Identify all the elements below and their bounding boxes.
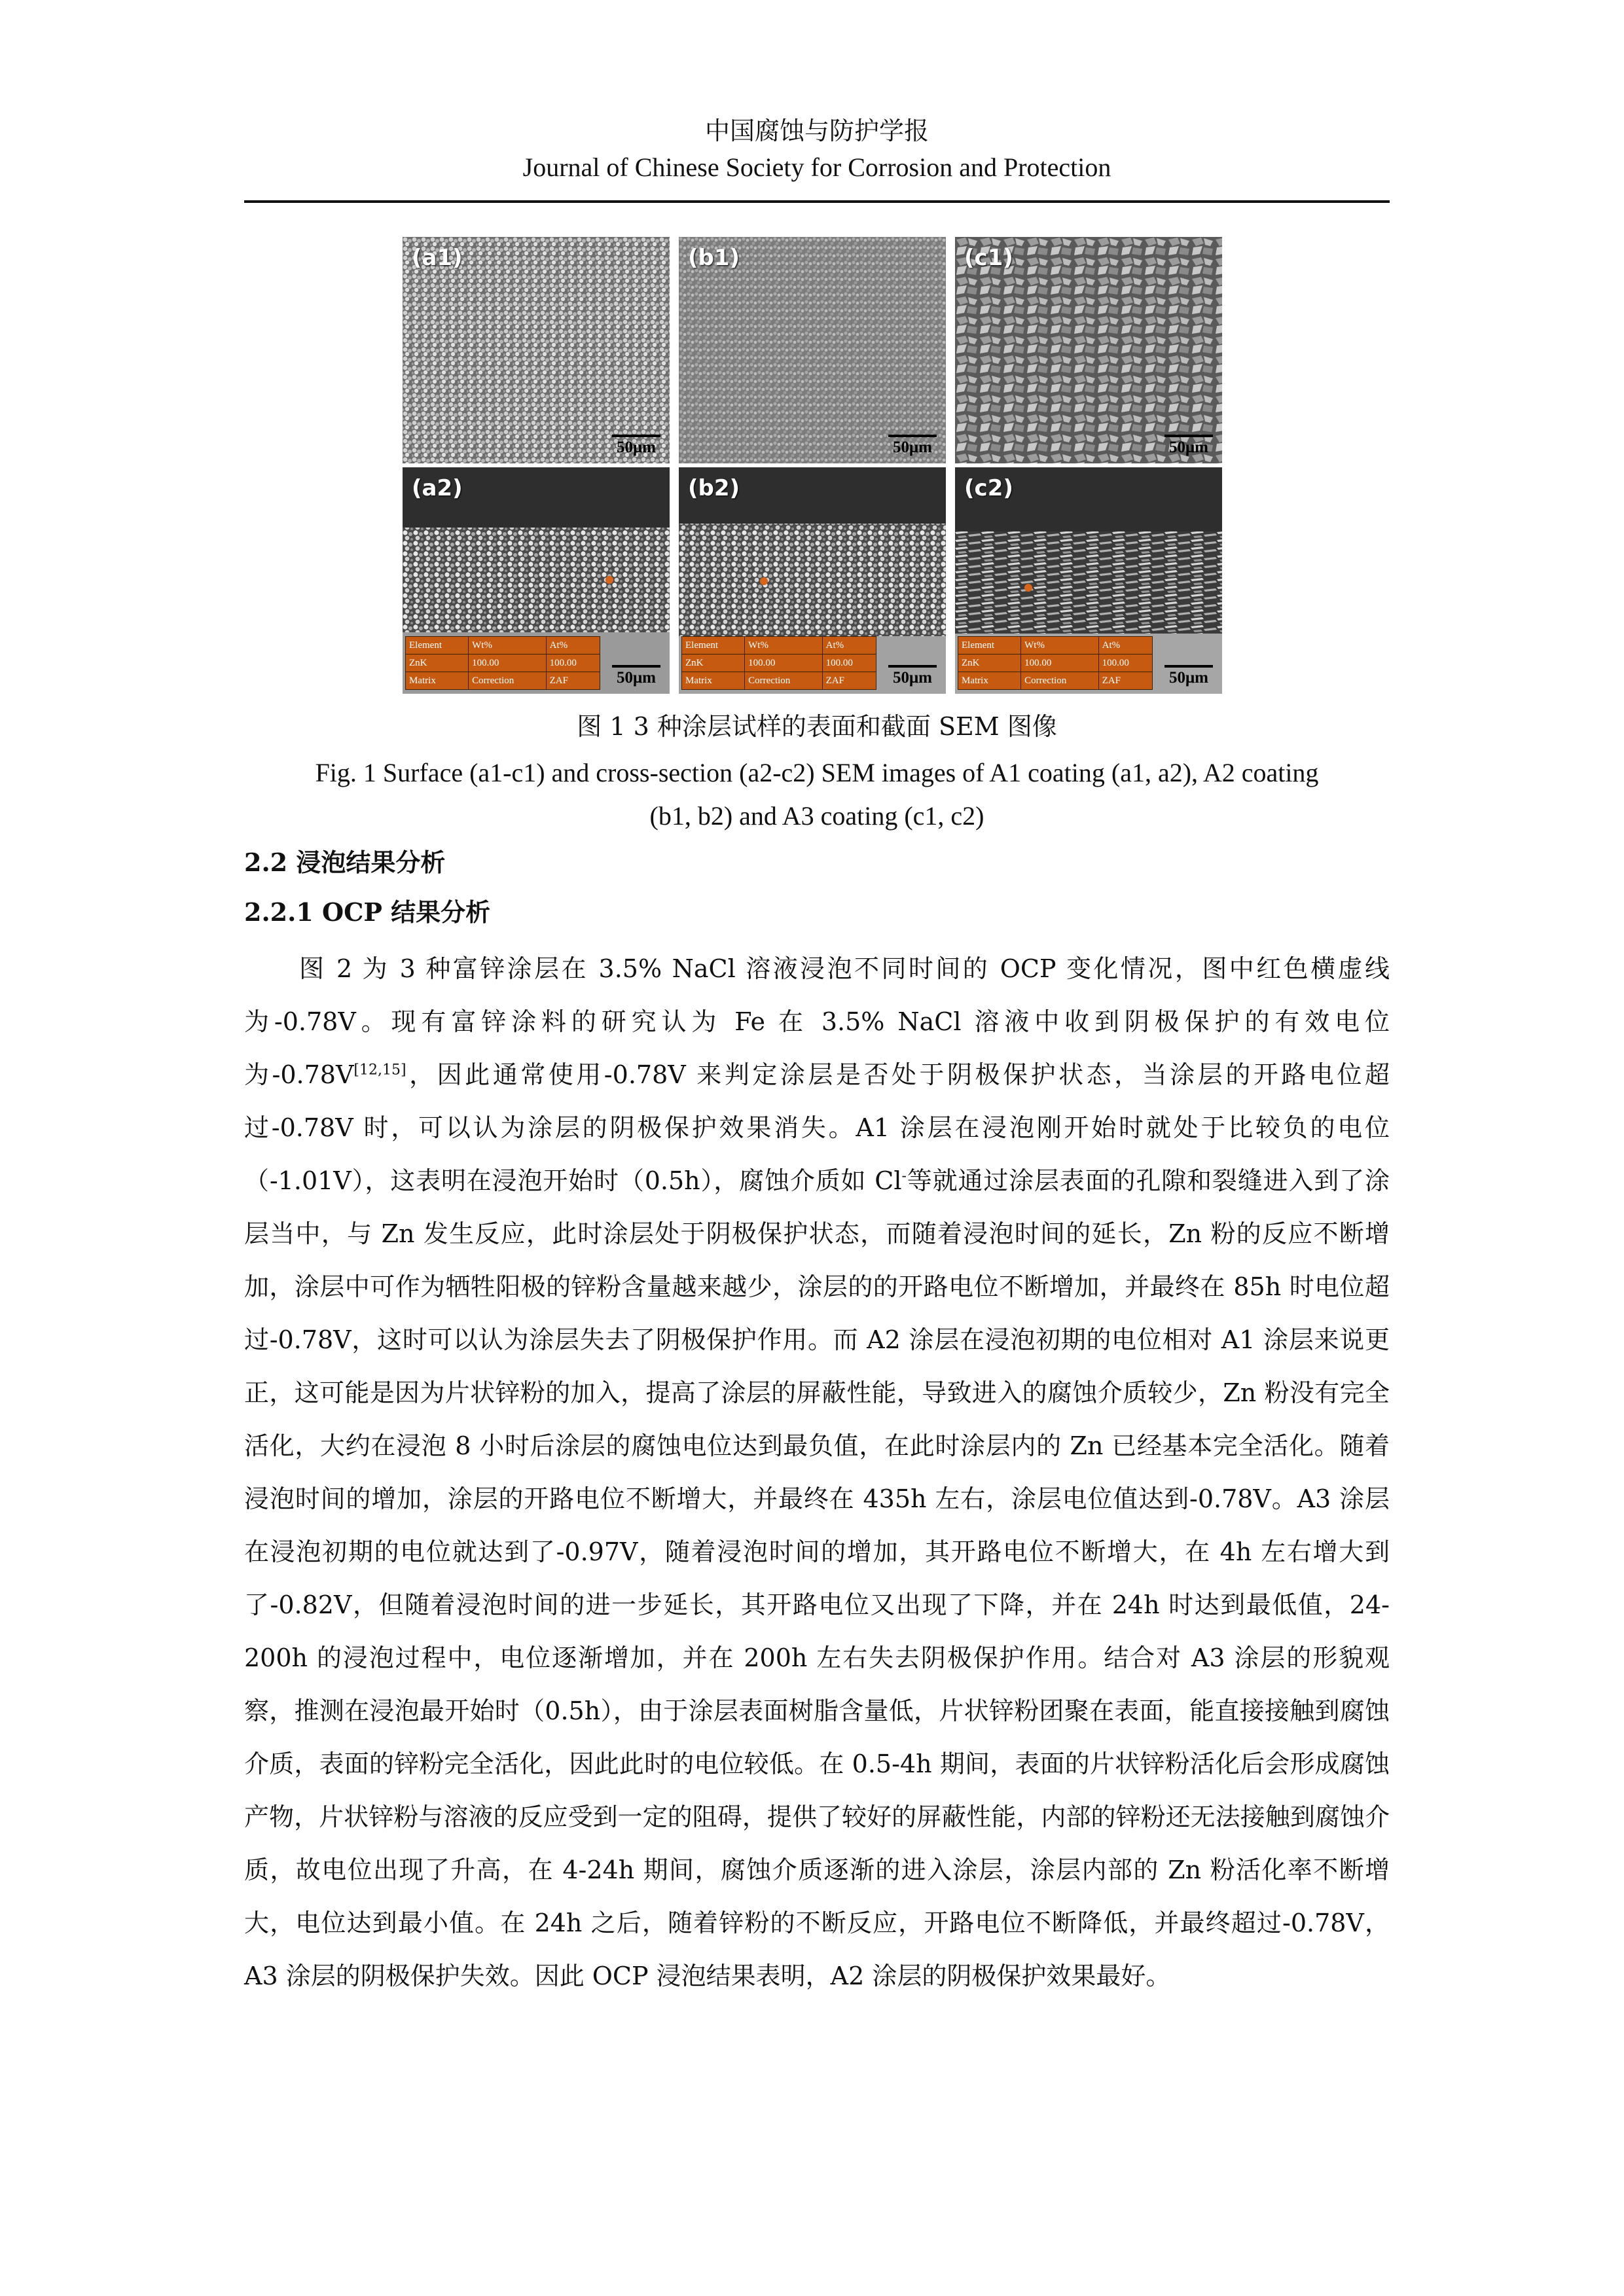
- eds-cell: Matrix: [406, 672, 469, 690]
- sem-panel-a1: [403, 237, 670, 463]
- scale-bar-label: 50μm: [893, 439, 932, 456]
- journal-title-cn: 中国腐蚀与防护学报: [704, 117, 929, 145]
- sem-figure: [403, 237, 1223, 695]
- eds-header-cell: Wt%: [745, 637, 822, 655]
- eds-cell: ZnK: [682, 655, 745, 672]
- header-rule: [244, 200, 1390, 203]
- figure-caption-en: [268, 751, 1365, 838]
- eds-cell: Matrix: [958, 672, 1021, 690]
- paragraph-text: 图 2 为 3 种富锌涂层在 3.5% NaCl 溶液浸泡不同时间的 OCP 变化情况，图中红色横虚线为-0.78V。现有富锌涂料的研究认为 Fe 在 3.5% NaCl 溶液中收到阴极保护的有效电位为-0.78V: [244, 954, 1390, 1089]
- journal-title-en: Journal of Chinese Society for Corrosion and Protection: [522, 152, 1111, 182]
- eds-header-cell: Wt%: [1021, 637, 1098, 655]
- eds-cell: ZAF: [546, 672, 600, 690]
- sem-panel-b1: [679, 237, 946, 463]
- eds-cell: 100.00: [1021, 655, 1098, 672]
- eds-cell: 100.00: [546, 655, 600, 672]
- eds-cell: 100.00: [822, 655, 876, 672]
- paragraph: [244, 942, 1390, 2003]
- eds-cell: Matrix: [682, 672, 745, 690]
- eds-table: [958, 636, 1153, 690]
- eds-table: [405, 636, 600, 690]
- scale-bar: [612, 435, 660, 457]
- eds-header-cell: Element: [958, 637, 1021, 655]
- body-text: [244, 942, 1390, 2003]
- superscript: -: [901, 1168, 907, 1185]
- eds-header-cell: Element: [406, 637, 469, 655]
- subsection-heading: 2.2.1 OCP 结果分析: [244, 897, 491, 927]
- eds-cell: ZnK: [406, 655, 469, 672]
- scale-bar-label: 50μm: [617, 669, 656, 687]
- scale-bar-label: 50μm: [1169, 669, 1208, 687]
- eds-table: [681, 636, 876, 690]
- eds-header-cell: Wt%: [469, 637, 546, 655]
- figure-caption-en-line2: (b1, b2) and A3 coating (c1, c2): [649, 801, 984, 831]
- section-heading: 2.2 浸泡结果分析: [244, 848, 446, 877]
- sem-panel-c1: [955, 237, 1222, 463]
- eds-header-cell: At%: [546, 637, 600, 655]
- sem-panel-c2: [955, 467, 1222, 694]
- figure-caption-en-line1: Fig. 1 Surface (a1-c1) and cross-section (a2-c2) SEM images of A1 coating (a1, a2), A2 coating: [315, 758, 1319, 787]
- panel-label: (c1): [964, 245, 1013, 271]
- panel-label: (b1): [688, 245, 740, 271]
- citation: [12,15]: [353, 1062, 406, 1079]
- scale-bar-label: 50μm: [1169, 439, 1208, 456]
- panel-label: (b2): [688, 475, 740, 501]
- scale-bar: [1164, 435, 1213, 457]
- scale-bar: [888, 665, 937, 687]
- paragraph-text: ，因此通常使用-0.78V 来判定涂层是否处于阴极保护状态，当涂层的开路电位超过-0.78V 时，可以认为涂层的阴极保护效果消失。A1 涂层在浸泡刚开始时就处于比较负的电位（-1.01V），这表明在浸泡开始时（0.5h），腐蚀介质如 Cl: [244, 1060, 1390, 1195]
- eds-cell: 100.00: [469, 655, 546, 672]
- eds-header-cell: At%: [1098, 637, 1152, 655]
- panel-label: (a2): [412, 475, 463, 501]
- eds-cell: 100.00: [745, 655, 822, 672]
- sem-panel-b2: [679, 467, 946, 694]
- panel-label: (c2): [964, 475, 1013, 501]
- eds-cell: ZAF: [1098, 672, 1152, 690]
- scale-bar-label: 50μm: [617, 439, 656, 456]
- scale-bar: [612, 665, 660, 687]
- sem-panel-a2: [403, 467, 670, 694]
- eds-cell: ZAF: [822, 672, 876, 690]
- paragraph-text: 等就通过涂层表面的孔隙和裂缝进入到了涂层当中，与 Zn 发生反应，此时涂层处于阴极保护状态，而随着浸泡时间的延长，Zn 粉的反应不断增加，涂层中可作为牺牲阳极的锌粉含量越来越少，涂层的的开路电位不断增加，并最终在 85h 时电位超过-0.78V，这时可以认为涂层失去了阴极保护作用。而 A2 涂层在浸泡初期的电位相对 A1 涂层来说更正，这可能是因为片状锌粉的加入，提高了涂层的屏蔽性能，导致进入的腐蚀介质较少，Zn 粉没有完全活化，大约在浸泡 8 小时后涂层的腐蚀电位达到最负值，在此时涂层内的 Zn 已经基本完全活化。随着浸泡时间的增加，涂层的开路电位不断增大，并最终在 435h 左右，涂层电位值达到-0.78V。A3 涂层在浸泡初期的电位就达到了-0.97V，随着浸泡时间的增加，其开路电位不断增大，在 4h 左右增大到了-0.82V，但随着浸泡时间的进一步延长，其开路电位又出现了下降，并在 24h 时达到最低值，24-200h 的浸泡过程中，电位逐渐增加，并在 200h 左右失去阴极保护作用。结合对 A3 涂层的形貌观察，推测在浸泡最开始时（0.5h），由于涂层表面树脂含量低，片状锌粉团聚在表面，能直接接触到腐蚀介质，表面的锌粉完全活化，因此此时的电位较低。在 0.5-4h 期间，表面的片状锌粉活化后会形成腐蚀产物，片状锌粉与溶液的反应受到一定的阻碍，提供了较好的屏蔽性能，内部的锌粉还无法接触到腐蚀介质，故电位出现了升高，在 4-24h 期间，腐蚀介质逐渐的进入涂层，涂层内部的 Zn 粉活化率不断增大，电位达到最小值。在 24h 之后，随着锌粉的不断反应，开路电位不断降低，并最终超过-0.78V，A3 涂层的阴极保护失效。因此 OCP 浸泡结果表明，A2 涂层的阴极保护效果最好。: [244, 1166, 1390, 1990]
- journal-header: [244, 113, 1390, 186]
- eds-header-cell: Element: [682, 637, 745, 655]
- eds-cell: Correction: [469, 672, 546, 690]
- eds-cell: Correction: [745, 672, 822, 690]
- eds-cell: Correction: [1021, 672, 1098, 690]
- eds-cell: ZnK: [958, 655, 1021, 672]
- panel-label: (a1): [412, 245, 463, 271]
- figure-caption-cn: 图 1 3 种涂层试样的表面和截面 SEM 图像: [577, 712, 1057, 741]
- eds-header-cell: At%: [822, 637, 876, 655]
- scale-bar: [888, 435, 937, 457]
- eds-cell: 100.00: [1098, 655, 1152, 672]
- scale-bar-label: 50μm: [893, 669, 932, 687]
- scale-bar: [1164, 665, 1213, 687]
